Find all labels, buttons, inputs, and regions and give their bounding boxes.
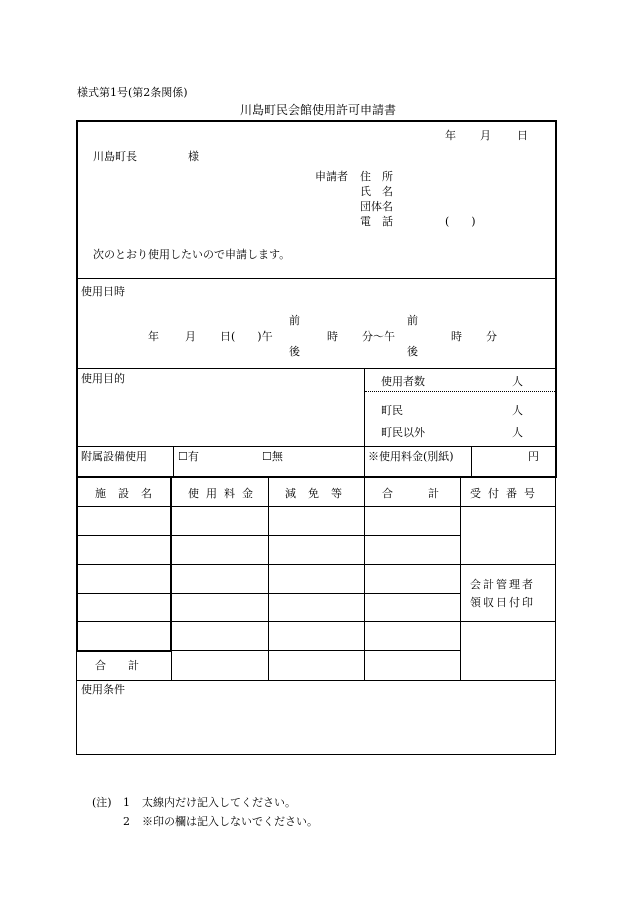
note-1-number: 1 — [123, 796, 130, 809]
addressee-honorific: 様 — [188, 150, 199, 163]
am-top-2: 前 — [407, 314, 418, 327]
form-title: 川島町民会館使用許可申請書 — [240, 103, 397, 117]
header-total: 合 計 — [382, 487, 451, 500]
divider-header — [76, 278, 556, 279]
form-number: 様式第1号(第2条関係) — [77, 86, 188, 99]
cashier-stamp-line2: 領収日付印 — [470, 596, 535, 609]
frame-bottom-left — [76, 476, 365, 478]
usage-minute-1: 分～午 — [362, 330, 395, 343]
user-count-unit: 人 — [512, 375, 523, 388]
usage-month: 月 — [185, 330, 196, 343]
table-right-border — [555, 476, 556, 755]
applicant-address-label: 住 所 — [360, 170, 393, 183]
user-count-label: 使用者数 — [381, 375, 425, 388]
purpose-label: 使用目的 — [81, 372, 125, 385]
total-label: 合 計 — [95, 659, 139, 672]
usage-datetime-label: 使用日時 — [81, 285, 125, 298]
applicant-phone-parens: ( ) — [445, 215, 476, 228]
addressee-name: 川島町長 — [93, 150, 137, 163]
table-hline-header — [76, 506, 556, 507]
residents-label: 町民 — [381, 404, 403, 417]
note-1-text: 太線内だけ記入してください。 — [142, 796, 296, 809]
applicant-group-label: 団体名 — [360, 200, 393, 213]
frame-top — [76, 120, 557, 122]
note-2-number: 2 — [123, 815, 130, 828]
table-hline-row-4 — [76, 621, 556, 622]
non-residents-unit: 人 — [512, 426, 523, 439]
user-count-dotted-line — [365, 391, 555, 392]
table-vline-facility-total — [171, 651, 172, 680]
conditions-label: 使用条件 — [81, 683, 125, 696]
usage-year: 年 — [148, 330, 159, 343]
date-day: 日 — [517, 129, 528, 142]
header-usage-fee: 使用料金 — [188, 487, 260, 500]
notes-prefix: (注) — [92, 796, 112, 809]
header-receipt-number: 受付番号 — [470, 487, 542, 500]
table-hline-row-5 — [172, 650, 461, 651]
date-year: 年 — [445, 129, 456, 142]
equipment-label: 附属設備使用 — [81, 450, 147, 463]
usage-hour-2: 時 — [451, 330, 462, 343]
note-2-text: ※印の欄は記入しないでください。 — [142, 815, 318, 828]
table-left-border-lower — [76, 650, 77, 755]
residents-unit: 人 — [512, 404, 523, 417]
table-hline-row-2 — [76, 564, 556, 565]
am-top-1: 前 — [289, 314, 300, 327]
fee-divider — [471, 446, 472, 476]
pm-bottom-1: 後 — [289, 345, 300, 358]
request-statement: 次のとおり使用したいので申請します。 — [93, 248, 291, 261]
equipment-option-no[interactable]: ☐無 — [262, 450, 283, 463]
pm-bottom-2: 後 — [407, 345, 418, 358]
equipment-divider-1 — [173, 446, 174, 476]
frame-right — [555, 120, 557, 477]
fee-label: ※使用料金(別紙) — [368, 450, 454, 463]
equipment-option-yes[interactable]: ☐有 — [178, 450, 199, 463]
cashier-stamp-line1: 会計管理者 — [470, 578, 535, 591]
date-month: 月 — [480, 129, 491, 142]
usage-day: 日( )午 — [220, 330, 273, 343]
table-hline-total — [76, 680, 556, 681]
header-facility: 施設名 — [95, 487, 164, 500]
table-hline-thick-bottom — [76, 650, 172, 652]
table-hline-row-3 — [76, 593, 461, 594]
divider-datetime — [76, 368, 556, 369]
usage-hour-1: 時 — [327, 330, 338, 343]
divider-purpose-vertical — [364, 368, 365, 477]
table-hline-row-1 — [76, 535, 461, 536]
table-bottom-border — [76, 754, 556, 755]
applicant-phone-label: 電 話 — [360, 215, 393, 228]
header-reduction: 減免等 — [285, 487, 354, 500]
usage-minute-2: 分 — [486, 330, 497, 343]
fee-unit: 円 — [528, 450, 539, 463]
frame-left — [76, 120, 78, 651]
non-residents-label: 町民以外 — [381, 426, 425, 439]
applicant-name-label: 氏 名 — [360, 185, 393, 198]
divider-purpose — [76, 446, 556, 447]
applicant-label: 申請者 — [315, 170, 348, 183]
